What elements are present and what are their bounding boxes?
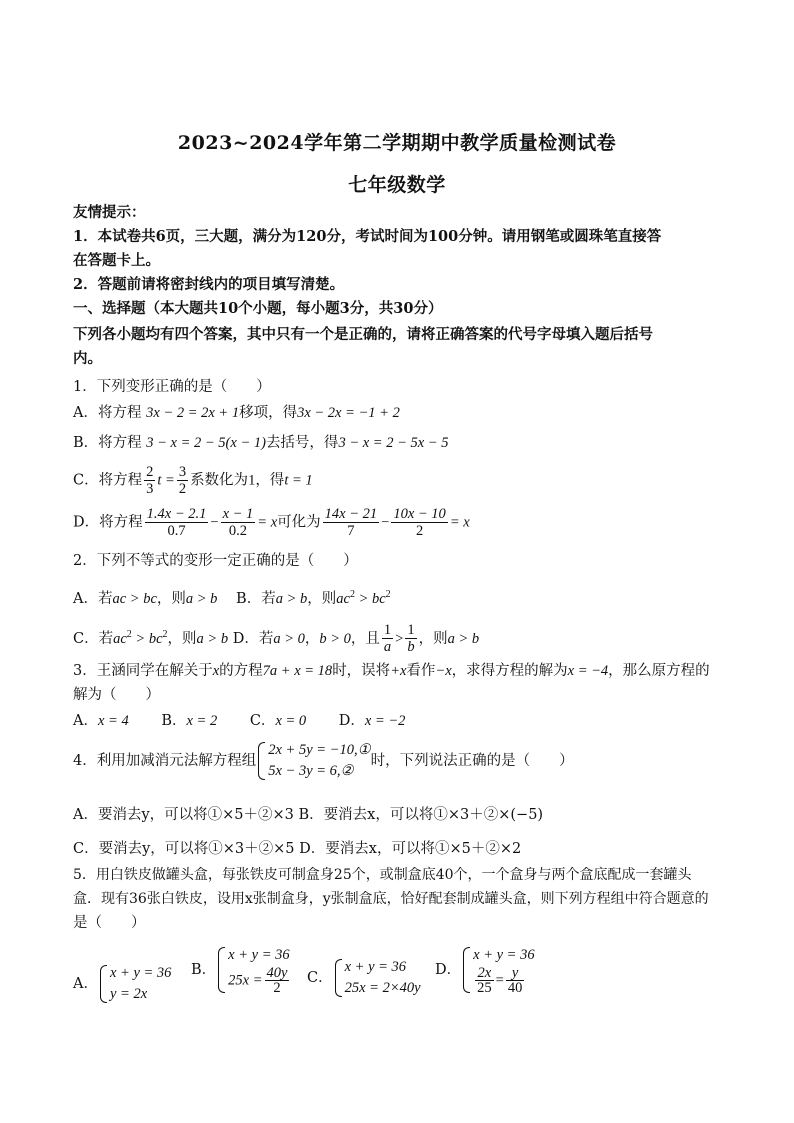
question-4-options-ab	[73, 804, 733, 826]
question-1-option-a: A．将方程 3x − 2 = 2x + 1移项，得3x − 2x = −1 + 2	[73, 405, 400, 421]
question-2-option-b: B．若a > b，则$ac^2 > bc^2$	[236, 589, 391, 607]
question-1-option-c: C．将方程 $\frac{2}{3}$ t = $\frac{3}{2}$ 系数化为1，得t = 1	[73, 464, 313, 497]
note-2: 2．答题前请将密封线内的项目填写清楚。	[73, 276, 345, 293]
question-1-stem: 1．下列变形正确的是（ ）	[73, 379, 271, 395]
exam-subtitle: 七年级数学	[348, 174, 446, 196]
question-5-line-1: 5．用白铁皮做罐头盒，每张铁皮可制盒身25个，或制盒底40个，一个盒身与两个盒底配成一套罐头	[73, 867, 692, 883]
section-1-heading: 一、选择题（本大题共10个小题，每小题3分，共30分）	[73, 300, 443, 317]
question-3-options: A．x = 4 B．x = 2 C．x = 0 D．x = −2	[73, 713, 406, 729]
question-5-line-3: 是（ ）	[73, 915, 146, 931]
question-4-option-a: A．要消去y，可以将①×5＋②×3	[73, 807, 294, 823]
question-2-option-c: C．若$ac^2 > bc^2$，则a > b	[73, 628, 229, 647]
question-4-option-b: B．要消去x，可以将①×3＋②×(−5)	[298, 807, 544, 823]
question-5-option-d: D． x + y = 36 $\frac{2x}{25}$ = $\frac{y}{40}$	[435, 947, 535, 996]
question-4-stem: 4．利用加减消元法解方程组 2x + 5y = −10,① 5x − 3y = 6,② 时，下列说法正确的是（ ）	[73, 740, 733, 782]
question-4-equation-system: 2x + 5y = −10,① 5x − 3y = 6,②	[256, 740, 370, 782]
question-2-options-cd	[73, 622, 733, 655]
question-5-option-a: A． x + y = 36 y = 2x	[73, 963, 171, 1005]
question-4-option-c: C．要消去y，可以将①×3＋②×5	[73, 841, 295, 857]
question-5-line-2: 盒．现有36张白铁皮，设用x张制盒身，y张制盒底，恰好配套制成罐头盒，则下列方程组中符合题意的	[73, 891, 709, 907]
note-1-line-1: 1．本试卷共6页，三大题，满分为120分，考试时间为100分钟。请用钢笔或圆珠笔直接答	[73, 228, 662, 245]
question-2-option-a: A．若ac > bc，则a > b	[73, 590, 218, 607]
notes-label: 友情提示：	[73, 204, 146, 221]
note-1-line-2: 在答题卡上。	[73, 252, 160, 269]
section-1-instructions-line-1: 下列各小题均有四个答案，其中只有一个是正确的，请将正确答案的代号字母填入题后括号	[73, 326, 653, 343]
question-5-option-b: B． x + y = 36 25x = $\frac{40y}{2}$	[191, 947, 290, 996]
question-4-option-d: D．要消去x，可以将①×5＋②×2	[299, 841, 522, 857]
question-3-line-1: 3．王涵同学在解关于x的方程7a + x = 18时，误将+x看作−x，求得方程的解为x = −4，那么原方程的	[73, 663, 710, 679]
section-1-instructions-line-2: 内。	[73, 350, 102, 367]
question-2-options-ab	[73, 584, 733, 610]
question-5-option-c: C． x + y = 36 25x = 2×40y	[307, 957, 421, 999]
question-4-options-cd	[73, 838, 733, 860]
question-1-option-b: B．将方程 3 − x = 2 − 5(x − 1)去括号，得3 − x = 2 − 5x − 5	[73, 435, 449, 451]
question-2-option-d: D．若a > 0，b > 0，且 $\frac{1}{a}$ > $\frac{1}{b}$ ，则a > b	[232, 622, 480, 655]
question-1-option-d: D．将方程 $\frac{1.4x - 2.1}{0.7}$ − $\frac{x - 1}{0.2}$ = x可化为 $\frac{14x - 21}{7}$ − $\frac{10x - 10}{2}$ = x	[73, 506, 470, 539]
exam-title: 2023~2024学年第二学期期中教学质量检测试卷	[177, 132, 617, 154]
question-2-stem: 2．下列不等式的变形一定正确的是（ ）	[73, 553, 358, 569]
question-3-line-2: 解为（ ）	[73, 687, 160, 703]
question-5-options	[73, 945, 733, 1015]
